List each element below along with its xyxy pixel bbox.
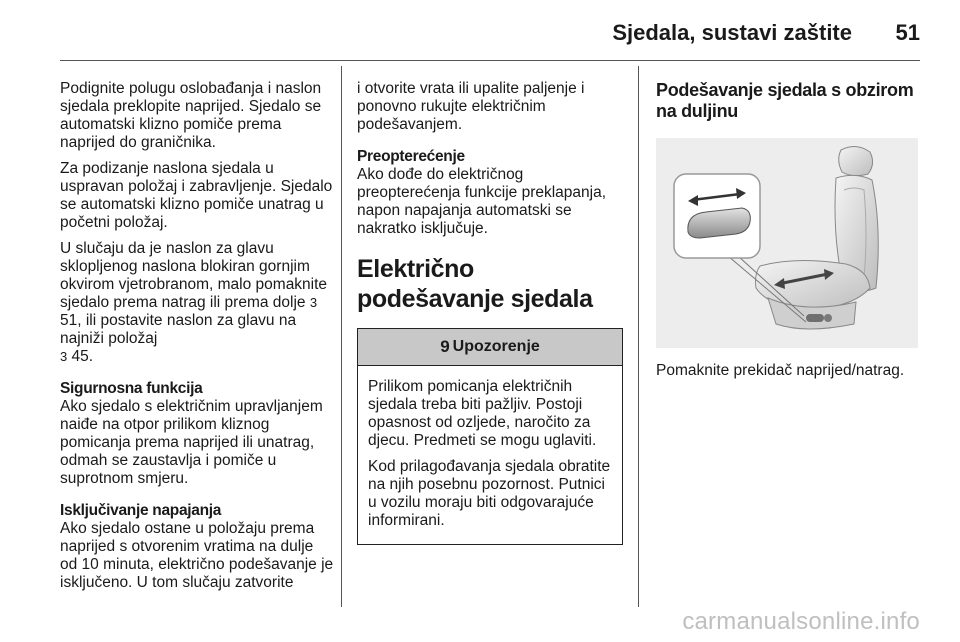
warning-triangle-icon: 9: [440, 337, 450, 356]
section-heading-electric-adjustment: Električno podešavanje sjedala: [357, 255, 593, 313]
column-divider-right: [638, 66, 639, 607]
warning-paragraph-1: Prilikom pomicanja električnih sjedala treba biti pažljiv. Postoji opasnost od ozljede, naročito za djecu. Predmeti se mogu uglaviti.: [368, 378, 597, 449]
warning-box: [357, 328, 623, 545]
paragraph-overload: Ako dođe do električnog preopterećenja funkcije preklapanja, napon napajanja automatski se nakratko isključuje.: [357, 166, 607, 237]
reference-arrow-icon: 3: [309, 295, 318, 310]
paragraph-headrest-blocked: U slučaju da je naslon za glavu sklopljenog naslona blokiran gornjim okvirom vjetrobranom, malo pomaknite sjedalo prema natrag ili prema dolje 3 51, ili postavite naslon za glavu na najniži položaj 3 45.: [60, 240, 328, 365]
column-1: [60, 80, 334, 600]
seat-illustration: [656, 138, 918, 348]
paragraph-fold-forward: Podignite polugu oslobađanja i naslon sjedala preklopite naprijed. Sjedalo se automatski klizno pomiče prema naprijed do graničnika.: [60, 80, 322, 151]
page-ref-51[interactable]: 51: [60, 312, 78, 329]
paragraph-continued: i otvorite vrata ili upalite paljenje i ponovno rukujte električnim podešavanjem.: [357, 80, 585, 133]
warning-paragraph-2: Kod prilagođavanja sjedala obratite na njih posebnu pozornost. Putnici u vozilu moraju biti odgovarajuće informirani.: [368, 458, 611, 529]
page-number: 51: [895, 20, 920, 45]
subheading-safety-function: Sigurnosna funkcija: [60, 380, 203, 397]
paragraph-raise-backrest: Za podizanje naslona sjedala u uspravan položaj i zabravljenje. Sjedalo se automatski klizno pomiče unatrag u početni položaj.: [60, 160, 333, 231]
warning-header: [358, 329, 622, 366]
section-heading-length-adjustment: Podešavanje sjedala s obzirom na duljinu: [656, 80, 914, 121]
column-3: [656, 80, 920, 388]
page-ref-45[interactable]: 45: [71, 348, 89, 365]
header-divider: [60, 60, 920, 61]
column-2: [357, 80, 623, 545]
paragraph-power-off: Ako sjedalo ostane u položaju prema naprijed s otvorenim vratima na dulje od 10 minuta, električno podešavanje je isključeno. U tom slučaju zatvorite: [60, 520, 334, 591]
page-header-title: Sjedala, sustavi zaštite: [612, 20, 852, 45]
paragraph-safety-function: Ako sjedalo s električnim upravljanjem naiđe na otpor prilikom kliznog pomicanja prema naprijed ili unatrag, odmah se zaustavlja i pomiče u suprotnom smjeru.: [60, 398, 323, 487]
figure-caption: Pomaknite prekidač naprijed/natrag.: [656, 362, 905, 379]
warning-body: [358, 366, 622, 544]
subheading-overload: Preopterećenje: [357, 148, 465, 165]
column-divider-left: [341, 66, 342, 607]
warning-title: Upozorenje: [452, 338, 540, 355]
watermark: carmanualsonline.info: [682, 608, 920, 635]
reference-arrow-icon: 3: [60, 349, 68, 364]
subheading-power-off: Isključivanje napajanja: [60, 502, 222, 519]
seat-adjustment-figure: [656, 138, 918, 348]
